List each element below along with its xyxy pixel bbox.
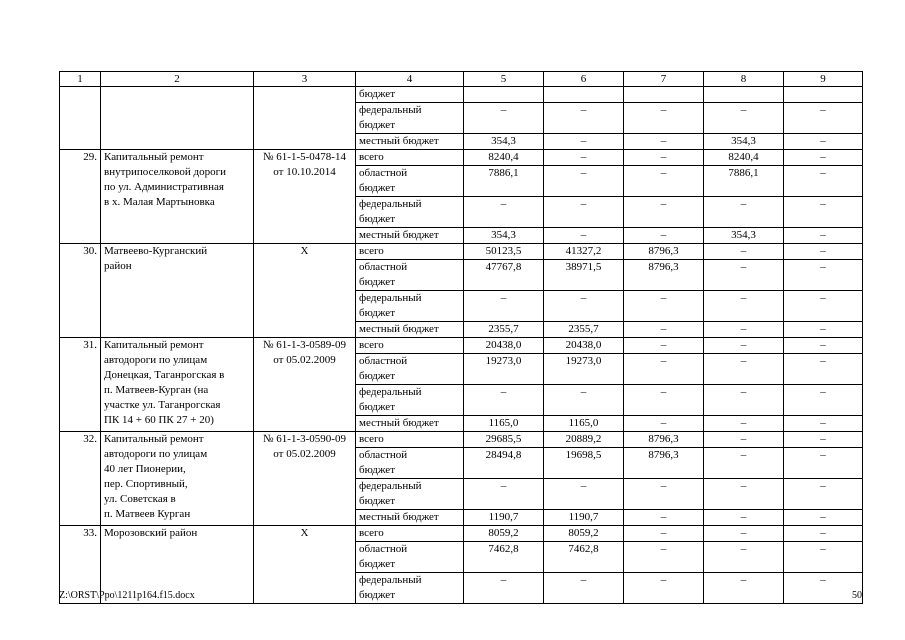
column-number: 9 bbox=[784, 72, 863, 87]
amount-cell: – bbox=[784, 228, 863, 244]
table-row bbox=[60, 150, 863, 166]
amount-cell: – bbox=[624, 103, 704, 134]
amount-cell: – bbox=[624, 150, 704, 166]
funding-source-line: федеральный bbox=[359, 292, 422, 304]
amount-cell: 20438,0 bbox=[464, 338, 544, 354]
amount-cell: – bbox=[624, 134, 704, 150]
object-name-line: 40 лет Пионерии, bbox=[104, 463, 186, 475]
table-row bbox=[60, 87, 863, 103]
amount-cell: – bbox=[464, 103, 544, 134]
amount-cell: – bbox=[624, 228, 704, 244]
column-number: 1 bbox=[60, 72, 101, 87]
document-reference bbox=[254, 338, 356, 432]
amount-cell: – bbox=[704, 510, 784, 526]
item-number: 31. bbox=[60, 338, 101, 432]
amount-cell: 19698,5 bbox=[544, 448, 624, 479]
amount-cell: 29685,5 bbox=[464, 432, 544, 448]
amount-cell bbox=[544, 87, 624, 103]
amount-cell: – bbox=[784, 291, 863, 322]
amount-cell: 2355,7 bbox=[544, 322, 624, 338]
amount-cell: 8059,2 bbox=[544, 526, 624, 542]
column-number: 4 bbox=[356, 72, 464, 87]
amount-cell: – bbox=[464, 479, 544, 510]
amount-cell: – bbox=[544, 197, 624, 228]
amount-cell: – bbox=[704, 385, 784, 416]
funding-source-line: федеральный bbox=[359, 386, 422, 398]
amount-cell: – bbox=[624, 385, 704, 416]
funding-source-line: бюджет bbox=[359, 213, 395, 225]
funding-source bbox=[356, 166, 464, 197]
item-number bbox=[60, 87, 101, 150]
amount-cell: 1165,0 bbox=[464, 416, 544, 432]
amount-cell: 7462,8 bbox=[544, 542, 624, 573]
column-number: 8 bbox=[704, 72, 784, 87]
amount-cell: – bbox=[624, 416, 704, 432]
amount-cell: 354,3 bbox=[704, 228, 784, 244]
amount-cell: – bbox=[784, 244, 863, 260]
item-number: 32. bbox=[60, 432, 101, 526]
amount-cell: 8796,3 bbox=[624, 260, 704, 291]
amount-cell: – bbox=[544, 291, 624, 322]
amount-cell: 1190,7 bbox=[544, 510, 624, 526]
funding-source-line: областной bbox=[359, 449, 408, 461]
item-number: 29. bbox=[60, 150, 101, 244]
object-name-line: п. Матвеев-Курган (на bbox=[104, 384, 209, 396]
funding-source-line: местный бюджет bbox=[359, 135, 439, 147]
funding-source-line: всего bbox=[359, 245, 384, 257]
funding-source-line: бюджет bbox=[359, 119, 395, 131]
object-name-line: район bbox=[104, 260, 132, 272]
object-name bbox=[101, 87, 254, 150]
funding-source bbox=[356, 291, 464, 322]
amount-cell: – bbox=[784, 510, 863, 526]
amount-cell: – bbox=[784, 134, 863, 150]
amount-cell: – bbox=[704, 244, 784, 260]
amount-cell: – bbox=[704, 291, 784, 322]
amount-cell: 47767,8 bbox=[464, 260, 544, 291]
funding-source-line: местный бюджет bbox=[359, 229, 439, 241]
amount-cell: – bbox=[784, 573, 863, 604]
table-row bbox=[60, 526, 863, 542]
document-line: № 61-1-3-0589-09 bbox=[263, 339, 346, 351]
document-line: Х bbox=[300, 245, 309, 257]
amount-cell: – bbox=[544, 150, 624, 166]
document-line: от 10.10.2014 bbox=[273, 166, 336, 178]
object-name-line: ПК 14 + 60 ПК 27 + 20) bbox=[104, 414, 214, 426]
column-number: 2 bbox=[101, 72, 254, 87]
funding-source-line: областной bbox=[359, 167, 408, 179]
amount-cell: – bbox=[624, 354, 704, 385]
funding-source bbox=[356, 134, 464, 150]
funding-source bbox=[356, 197, 464, 228]
amount-cell: – bbox=[544, 103, 624, 134]
funding-source-line: местный бюджет bbox=[359, 417, 439, 429]
document-line: от 05.02.2009 bbox=[273, 354, 336, 366]
amount-cell: – bbox=[784, 448, 863, 479]
amount-cell: – bbox=[704, 432, 784, 448]
page-number: 50 bbox=[852, 590, 862, 601]
column-numbers-row bbox=[60, 72, 863, 87]
column-number: 7 bbox=[624, 72, 704, 87]
funding-source-line: всего bbox=[359, 339, 384, 351]
object-name-line: внутрипоселковой дороги bbox=[104, 166, 226, 178]
amount-cell: – bbox=[544, 479, 624, 510]
document-line: Х bbox=[300, 527, 309, 539]
amount-cell: – bbox=[624, 197, 704, 228]
amount-cell: – bbox=[784, 542, 863, 573]
column-number: 5 bbox=[464, 72, 544, 87]
amount-cell: – bbox=[704, 479, 784, 510]
amount-cell: – bbox=[624, 338, 704, 354]
funding-source bbox=[356, 150, 464, 166]
funding-source bbox=[356, 354, 464, 385]
funding-source-line: бюджет bbox=[359, 495, 395, 507]
funding-source-line: областной bbox=[359, 543, 408, 555]
amount-cell: 19273,0 bbox=[544, 354, 624, 385]
funding-source bbox=[356, 322, 464, 338]
amount-cell: 41327,2 bbox=[544, 244, 624, 260]
item-number: 30. bbox=[60, 244, 101, 338]
amount-cell: – bbox=[624, 479, 704, 510]
amount-cell: – bbox=[784, 385, 863, 416]
funding-source bbox=[356, 542, 464, 573]
amount-cell: 7886,1 bbox=[704, 166, 784, 197]
table-body bbox=[60, 72, 863, 604]
funding-source bbox=[356, 573, 464, 604]
amount-cell: – bbox=[784, 479, 863, 510]
funding-source-line: областной bbox=[359, 355, 408, 367]
object-name bbox=[101, 244, 254, 338]
amount-cell: – bbox=[464, 197, 544, 228]
amount-cell: – bbox=[464, 385, 544, 416]
amount-cell: 1190,7 bbox=[464, 510, 544, 526]
amount-cell: – bbox=[464, 291, 544, 322]
funding-source bbox=[356, 432, 464, 448]
column-number: 3 bbox=[254, 72, 356, 87]
funding-source-line: федеральный bbox=[359, 480, 422, 492]
amount-cell: 1165,0 bbox=[544, 416, 624, 432]
amount-cell: 354,3 bbox=[464, 134, 544, 150]
object-name-line: п. Матвеев Курган bbox=[104, 508, 191, 520]
amount-cell bbox=[464, 87, 544, 103]
funding-source-line: федеральный bbox=[359, 104, 422, 116]
funding-source-line: местный бюджет bbox=[359, 511, 439, 523]
amount-cell: – bbox=[624, 526, 704, 542]
amount-cell: – bbox=[784, 197, 863, 228]
amount-cell: 8796,3 bbox=[624, 244, 704, 260]
amount-cell: – bbox=[784, 354, 863, 385]
amount-cell: – bbox=[704, 542, 784, 573]
funding-source bbox=[356, 510, 464, 526]
amount-cell: – bbox=[704, 354, 784, 385]
funding-source-line: бюджет bbox=[359, 370, 395, 382]
funding-source-line: федеральный bbox=[359, 198, 422, 210]
amount-cell: – bbox=[544, 573, 624, 604]
document-line: № 61-1-5-0478-14 bbox=[263, 151, 346, 163]
amount-cell: 8796,3 bbox=[624, 432, 704, 448]
document-reference bbox=[254, 526, 356, 604]
amount-cell: – bbox=[544, 134, 624, 150]
funding-source bbox=[356, 385, 464, 416]
object-name-line: Матвеево-Курганский bbox=[104, 245, 208, 257]
object-name bbox=[101, 338, 254, 432]
funding-source bbox=[356, 479, 464, 510]
amount-cell: – bbox=[624, 573, 704, 604]
funding-source-line: всего bbox=[359, 433, 384, 445]
funding-source bbox=[356, 87, 464, 103]
funding-source-line: бюджет bbox=[359, 558, 395, 570]
object-name bbox=[101, 150, 254, 244]
amount-cell: 354,3 bbox=[464, 228, 544, 244]
amount-cell: – bbox=[704, 416, 784, 432]
funding-source bbox=[356, 526, 464, 542]
funding-source bbox=[356, 416, 464, 432]
amount-cell: 7886,1 bbox=[464, 166, 544, 197]
funding-source bbox=[356, 338, 464, 354]
amount-cell: 8240,4 bbox=[704, 150, 784, 166]
table-row bbox=[60, 432, 863, 448]
object-name-line: по ул. Административная bbox=[104, 181, 224, 193]
funding-source bbox=[356, 228, 464, 244]
amount-cell: 19273,0 bbox=[464, 354, 544, 385]
amount-cell bbox=[784, 87, 863, 103]
object-name-line: Морозовский район bbox=[104, 527, 198, 539]
funding-source bbox=[356, 103, 464, 134]
amount-cell: – bbox=[784, 416, 863, 432]
amount-cell: – bbox=[784, 526, 863, 542]
amount-cell: – bbox=[704, 338, 784, 354]
amount-cell: – bbox=[704, 260, 784, 291]
amount-cell: – bbox=[544, 385, 624, 416]
object-name-line: автодороги по улицам bbox=[104, 448, 208, 460]
funding-source-line: всего bbox=[359, 527, 384, 539]
funding-source-line: федеральный bbox=[359, 574, 422, 586]
funding-source-line: областной bbox=[359, 261, 408, 273]
object-name-line: Донецкая, Таганрогская в bbox=[104, 369, 225, 381]
amount-cell: – bbox=[624, 166, 704, 197]
amount-cell: – bbox=[704, 103, 784, 134]
funding-source-line: бюджет bbox=[359, 589, 395, 601]
amount-cell: – bbox=[464, 573, 544, 604]
amount-cell bbox=[624, 87, 704, 103]
object-name-line: Капитальный ремонт bbox=[104, 151, 204, 163]
object-name-line: пер. Спортивный, bbox=[104, 478, 188, 490]
amount-cell: – bbox=[624, 322, 704, 338]
funding-source-line: бюджет bbox=[359, 464, 395, 476]
budget-table bbox=[59, 71, 863, 604]
funding-source-line: бюджет bbox=[359, 182, 395, 194]
object-name-line: участке ул. Таганрогская bbox=[104, 399, 221, 411]
document-reference bbox=[254, 244, 356, 338]
document-line: от 05.02.2009 bbox=[273, 448, 336, 460]
amount-cell: – bbox=[624, 542, 704, 573]
item-number: 33. bbox=[60, 526, 101, 604]
amount-cell: 8796,3 bbox=[624, 448, 704, 479]
table-row bbox=[60, 338, 863, 354]
amount-cell: 20889,2 bbox=[544, 432, 624, 448]
amount-cell: – bbox=[704, 573, 784, 604]
amount-cell: 20438,0 bbox=[544, 338, 624, 354]
funding-source-line: бюджет bbox=[359, 276, 395, 288]
document-reference bbox=[254, 432, 356, 526]
amount-cell: – bbox=[784, 260, 863, 291]
amount-cell: – bbox=[784, 103, 863, 134]
amount-cell: – bbox=[544, 166, 624, 197]
amount-cell: 50123,5 bbox=[464, 244, 544, 260]
amount-cell: – bbox=[784, 150, 863, 166]
amount-cell: – bbox=[544, 228, 624, 244]
funding-source-line: всего bbox=[359, 151, 384, 163]
object-name-line: Капитальный ремонт bbox=[104, 433, 204, 445]
amount-cell: – bbox=[624, 510, 704, 526]
amount-cell: 28494,8 bbox=[464, 448, 544, 479]
amount-cell: 8240,4 bbox=[464, 150, 544, 166]
document-reference bbox=[254, 87, 356, 150]
funding-source-line: бюджет bbox=[359, 307, 395, 319]
column-number: 6 bbox=[544, 72, 624, 87]
object-name-line: Капитальный ремонт bbox=[104, 339, 204, 351]
amount-cell: – bbox=[784, 166, 863, 197]
amount-cell: 2355,7 bbox=[464, 322, 544, 338]
amount-cell: – bbox=[704, 197, 784, 228]
amount-cell: – bbox=[624, 291, 704, 322]
object-name bbox=[101, 432, 254, 526]
amount-cell: 8059,2 bbox=[464, 526, 544, 542]
amount-cell: 7462,8 bbox=[464, 542, 544, 573]
file-path: Z:\ORST\Ppo\1211p164.f15.docx bbox=[59, 590, 195, 601]
funding-source-line: бюджет bbox=[359, 401, 395, 413]
amount-cell: – bbox=[704, 322, 784, 338]
funding-source-line: бюджет bbox=[359, 88, 395, 100]
funding-source bbox=[356, 448, 464, 479]
amount-cell: – bbox=[704, 448, 784, 479]
amount-cell: 38971,5 bbox=[544, 260, 624, 291]
funding-source bbox=[356, 260, 464, 291]
amount-cell: – bbox=[704, 526, 784, 542]
object-name-line: автодороги по улицам bbox=[104, 354, 208, 366]
object-name-line: ул. Советская в bbox=[104, 493, 176, 505]
amount-cell: – bbox=[784, 432, 863, 448]
document-line: № 61-1-3-0590-09 bbox=[263, 433, 346, 445]
amount-cell: – bbox=[784, 338, 863, 354]
amount-cell: – bbox=[784, 322, 863, 338]
amount-cell bbox=[704, 87, 784, 103]
document-reference bbox=[254, 150, 356, 244]
table-row bbox=[60, 244, 863, 260]
amount-cell: 354,3 bbox=[704, 134, 784, 150]
funding-source bbox=[356, 244, 464, 260]
funding-source-line: местный бюджет bbox=[359, 323, 439, 335]
object-name-line: в х. Малая Мартыновка bbox=[104, 196, 215, 208]
